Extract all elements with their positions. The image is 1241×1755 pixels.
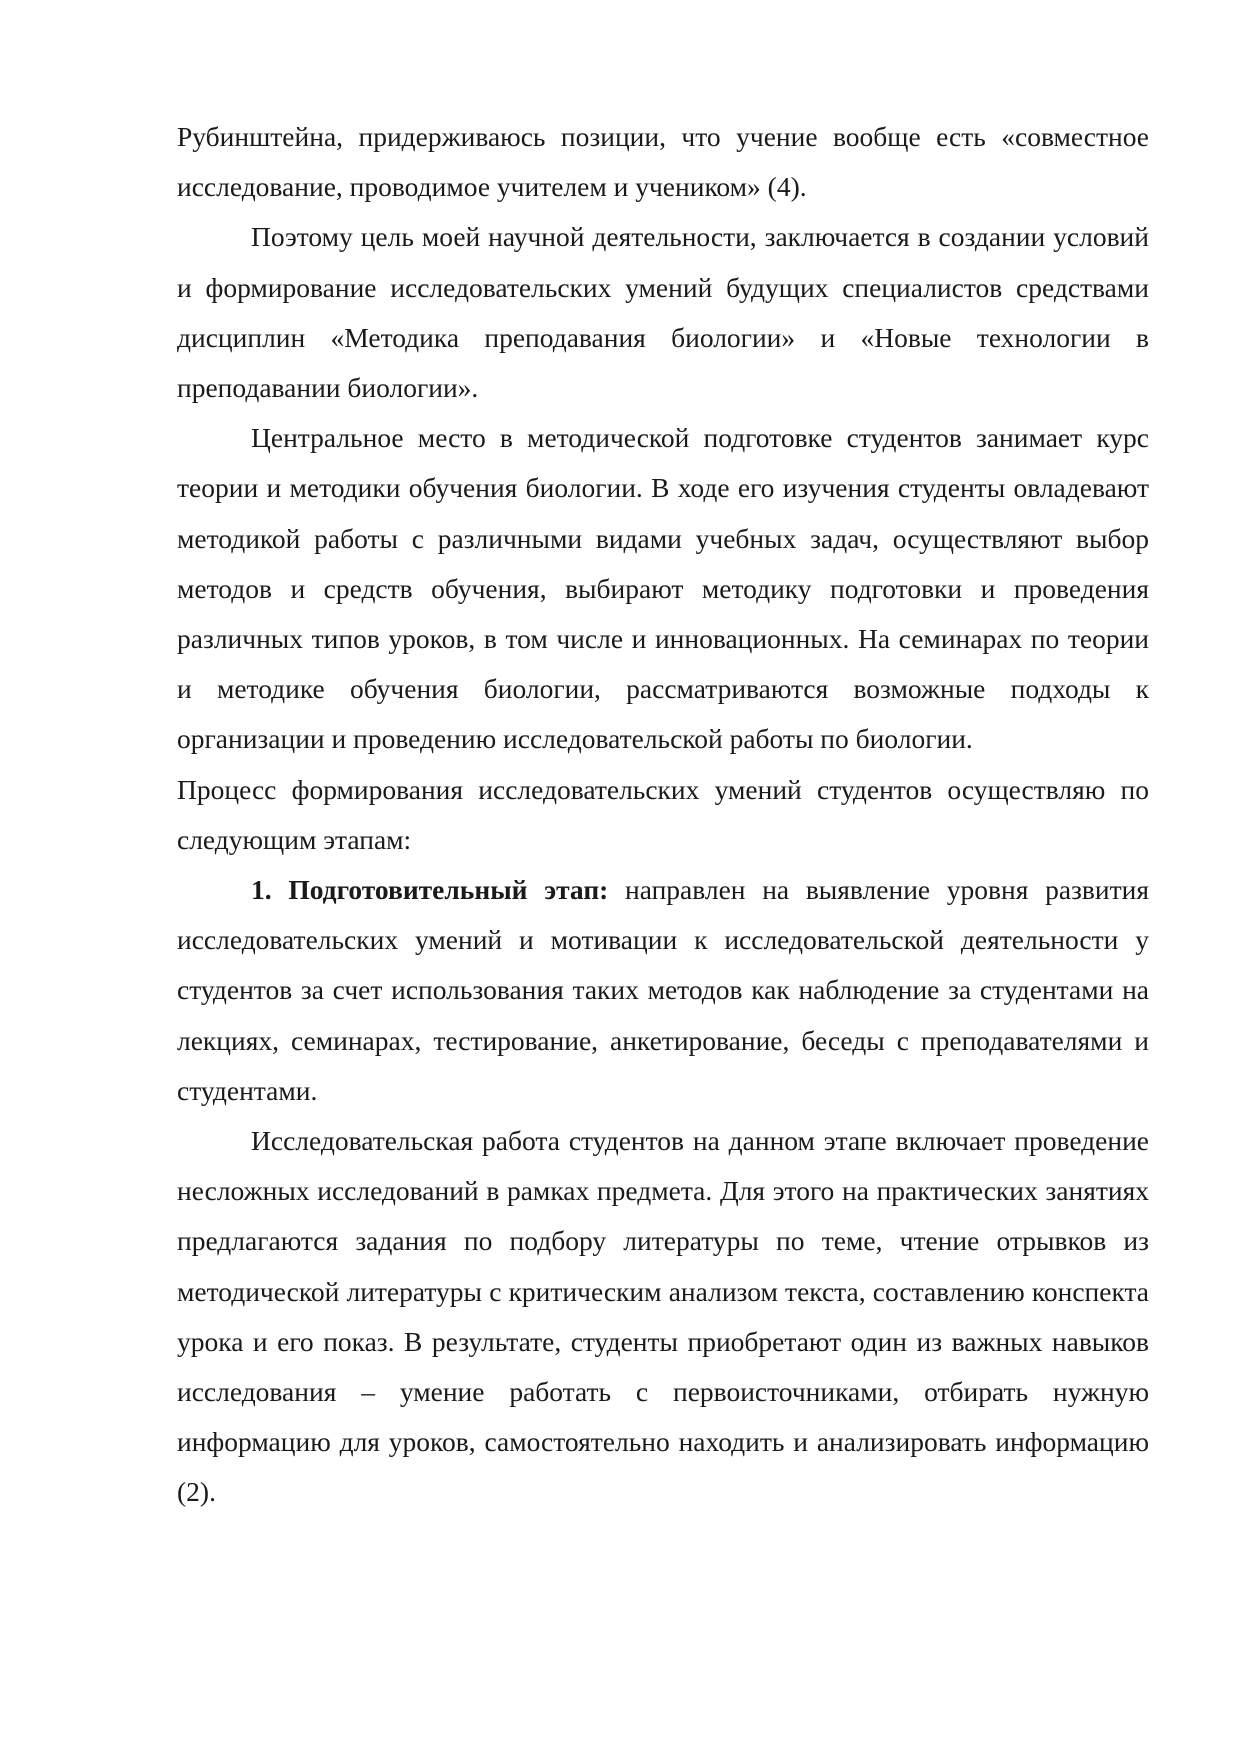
paragraph-6: Исследовательская работа студентов на данном этапе включает проведение несложных исследований в рамках предмета. Для этого на практических занятиях предлагаются задания по подбору литературы по теме, чтение отрывков из методической литературы с критическим анализом текста, составлению конспекта урока и его показ. В результате, студенты приобретают один из важных навыков исследования – умение работать с первоисточниками, отбирать нужную информацию для уроков, самостоятельно находить и анализировать информацию (2). [177,1125,1149,1508]
paragraph-1: Рубинштейна, придерживаюсь позиции, что учение вообще есть «совместное исследование, проводимое учителем и учеником» (4). [177,121,1149,203]
paragraph-4: Процесс формирования исследовательских умений студентов осуществляю по следующим этапам: [177,773,1149,855]
document-body [177,112,1149,1518]
paragraph-3: Центральное место в методической подготовке студентов занимает курс теории и методики обучения биологии. В ходе его изучения студенты овладевают методикой работы с различными видами учебных задач, осуществляют выбор методов и средств обучения, выбирают методику подготовки и проведения различных типов уроков, в том числе и инновационных. На семинарах по теории и методике обучения биологии, рассматриваются возможные подходы к организации и проведению исследовательской работы по биологии. [177,422,1149,755]
stage-text: направлен на выявление уровня развития исследовательских умений и мотивации к исследовательской деятельности у студентов за счет использования таких методов как наблюдение за студентами на лекциях, семинарах, тестирование, анкетирование, беседы с преподавателями и студентами. [177,874,1149,1106]
paragraph-5 [177,865,1149,1116]
paragraph-2: Поэтому цель моей научной деятельности, заключается в создании условий и формирование исследовательских умений будущих специалистов средствами дисциплин «Методика преподавания биологии» и «Новые технологии в преподавании биологии». [177,221,1149,404]
stage-heading: 1. Подготовительный этап: [251,874,609,906]
